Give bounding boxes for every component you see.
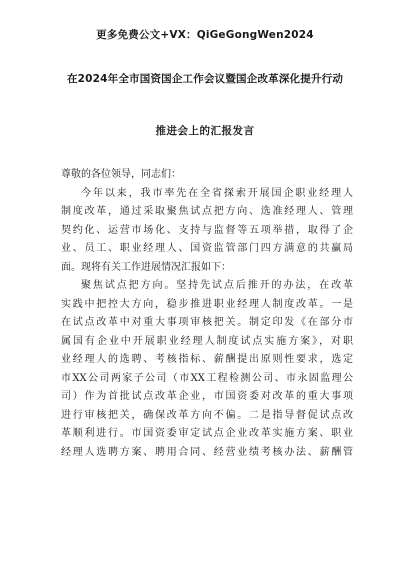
promo-header: 更多免费公文+VX：QiGeGongWen2024 [96,29,314,41]
paragraph-1-line: 面。现将有关工作进展情况汇报如下： [61,261,231,273]
paragraph-1 [61,185,353,278]
paragraph-2-line: 业经理人的选聘、考核指标、薪酬提出原则性要求，选定 [61,354,353,365]
paragraph-2-line: 属国有企业中开展职业经理人制度试点实施方案》，对职 [61,335,353,347]
salutation: 尊敬的各位领导，同志们： [61,169,181,180]
paragraph-1-line: 业、员工、职业经理人、国资监管部门四方满意的共赢局 [61,243,353,254]
document-body [61,166,353,462]
paragraph-2-line: 市XX公司两家子公司（市XX工程检测公司、市永固监理公 [61,372,353,384]
paragraph-2-line: 革顺利进行。市国资委审定试点企业改革实施方案、职业 [61,428,353,439]
paragraph-2-line: 聚焦试点把方向。坚持先试点后推开的办法，在改革 [81,280,353,291]
paragraph-2-line: 进行审核把关，确保改革方向不偏。二是指导督促试点改 [61,409,353,421]
paragraph-2-line: 实践中把控大方向，稳步推进职业经理人制度改革。一是 [61,298,353,310]
paragraph-2-line: 司）作为首批试点改革企业，市国资委对改革的重大事项 [61,391,353,402]
paragraph-2-line: 在试点改革中对重大事项审核把关。制定印发《在部分市 [61,317,353,328]
paragraph-2-line: 经理人选聘方案、聘用合同、经营业绩考核办法、薪酬管 [61,446,353,458]
paragraph-1-line: 制度改革，通过采取聚焦试点把方向、选准经理人、管理 [61,206,353,217]
document-title-line-1: 在2024年全市国资国企工作会议暨国企改革深化提升行动 [66,73,344,85]
document-title-line-2: 推进会上的汇报发言 [155,125,255,137]
paragraph-2 [61,277,353,462]
paragraph-1-line: 今年以来，我市率先在全省探索开展国企职业经理人 [81,187,353,199]
paragraph-1-line: 契约化、运营市场化、支持与监督等五项举措，取得了企 [61,224,353,236]
